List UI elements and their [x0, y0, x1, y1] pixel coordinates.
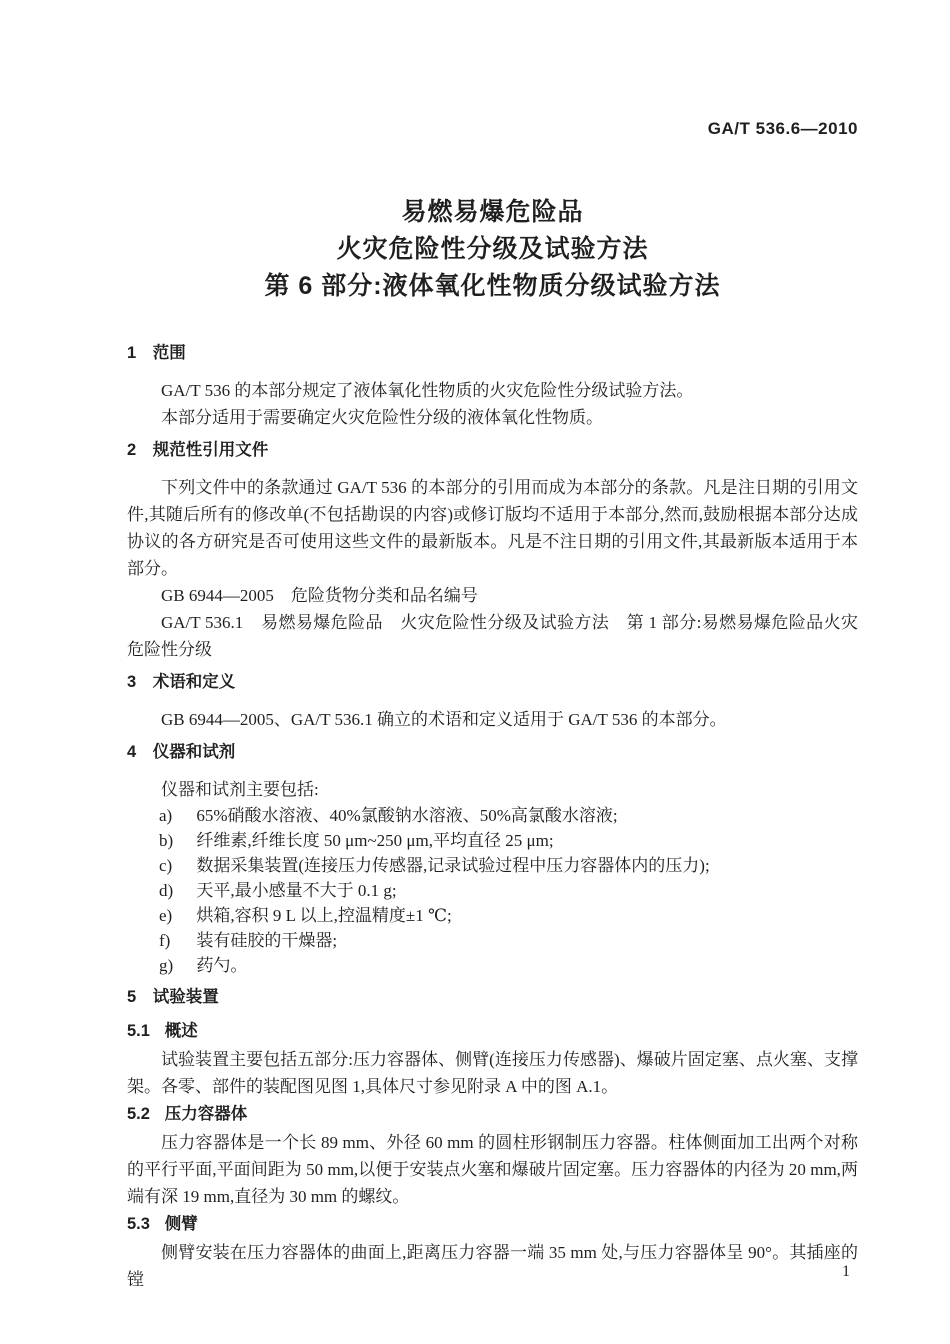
- paragraph-scope-2: 本部分适用于需要确定火灾危险性分级的液体氧化性物质。: [161, 408, 603, 427]
- section-5-3-number: 5.3: [127, 1215, 150, 1233]
- section-5-1-heading: [127, 1021, 858, 1042]
- standard-code: GA/T 536.6—2010: [707, 119, 858, 138]
- list-item-label: b): [159, 831, 174, 850]
- section-2-normative-references: [127, 439, 858, 663]
- document-title: [127, 194, 858, 305]
- section-4-number: 4: [127, 743, 137, 761]
- list-item-label: d): [159, 881, 174, 900]
- reference-entry-gat536-1: GA/T 536.1 易燃易爆危险品 火灾危险性分级及试验方法 第 1 部分:易燃易爆危险品火灾危险性分级: [127, 613, 858, 659]
- page-number: 1: [842, 1263, 850, 1280]
- list-item-label: a): [159, 806, 173, 825]
- list-item-e: [159, 903, 858, 928]
- paragraph-overview: 试验装置主要包括五部分:压力容器体、侧臂(连接压力传感器)、爆破片固定塞、点火塞、支撑架。各零、部件的装配图见图 1,具体尺寸参见附录 A 中的图 A.1。: [127, 1050, 858, 1096]
- paragraph-references-intro: 下列文件中的条款通过 GA/T 536 的本部分的引用而成为本部分的条款。凡是注日期的引用文件,其随后所有的修改单(不包括勘误的内容)或修订版均不适用于本部分,然而,鼓励根据本部分达成协议的各方研究是否可使用这些文件的最新版本。凡是不注日期的引用文件,其最新版本适用于本部分。: [127, 478, 858, 578]
- list-item-label: g): [159, 956, 174, 975]
- section-3-terms-definitions: [127, 671, 858, 733]
- paragraph-pressure-vessel: 压力容器体是一个长 89 mm、外径 60 mm 的圆柱形钢制压力容器。柱体侧面加工出两个对称的平行平面,平面间距为 50 mm,以便于安装点火塞和爆破片固定塞。压力容器体的内径为 20 mm,两端有深 19 mm,直径为 30 mm 的螺纹。: [127, 1133, 858, 1206]
- section-5-2-number: 5.2: [127, 1105, 150, 1123]
- list-item-label: f): [159, 931, 171, 950]
- section-2-title: 规范性引用文件: [152, 441, 269, 459]
- paragraph-side-arm: 侧臂安装在压力容器体的曲面上,距离压力容器一端 35 mm 处,与压力容器体呈 90°。其插座的镗: [127, 1243, 858, 1289]
- section-2-number: 2: [127, 441, 137, 459]
- list-item-text: 装有硅胶的干燥器;: [196, 931, 338, 950]
- instruments-list: [159, 803, 858, 978]
- list-item-label: c): [159, 856, 173, 875]
- list-item-text: 天平,最小感量不大于 0.1 g;: [196, 881, 397, 900]
- list-item-f: [159, 928, 858, 953]
- section-4-title: 仪器和试剂: [152, 743, 236, 761]
- section-5-3-title: 侧臂: [164, 1215, 198, 1233]
- section-1-scope: [127, 342, 858, 431]
- section-1-number: 1: [127, 344, 137, 362]
- section-5-2-heading: [127, 1104, 858, 1125]
- list-item-c: [159, 853, 858, 878]
- paragraph-terms: GB 6944—2005、GA/T 536.1 确立的术语和定义适用于 GA/T 536 的本部分。: [161, 710, 727, 729]
- list-item-a: [159, 803, 858, 828]
- list-item-d: [159, 878, 858, 903]
- section-5-1-number: 5.1: [127, 1022, 150, 1040]
- list-item-text: 药勺。: [196, 956, 248, 975]
- section-5-test-apparatus: [127, 986, 858, 1293]
- section-5-2-title: 压力容器体: [164, 1105, 248, 1123]
- paragraph-instruments-intro: 仪器和试剂主要包括:: [161, 780, 319, 799]
- title-line-1: 易燃易爆危险品: [401, 198, 584, 226]
- list-item-b: [159, 828, 858, 853]
- section-5-3-heading: [127, 1214, 858, 1235]
- list-item-text: 烘箱,容积 9 L 以上,控温精度±1 ℃;: [196, 906, 452, 925]
- section-5-heading: [127, 986, 858, 1009]
- paragraph-scope-1: GA/T 536 的本部分规定了液体氧化性物质的火灾危险性分级试验方法。: [161, 381, 694, 400]
- section-5-number: 5: [127, 988, 137, 1006]
- list-item-text: 数据采集装置(连接压力传感器,记录试验过程中压力容器体内的压力);: [196, 856, 710, 875]
- list-item-label: e): [159, 906, 173, 925]
- list-item-text: 纤维素,纤维长度 50 μm~250 μm,平均直径 25 μm;: [196, 831, 554, 850]
- section-2-heading: [127, 439, 858, 462]
- section-1-heading: [127, 342, 858, 365]
- title-line-3: 第 6 部分:液体氧化性物质分级试验方法: [264, 272, 721, 300]
- section-4-heading: [127, 741, 858, 764]
- section-3-title: 术语和定义: [152, 673, 236, 691]
- section-3-heading: [127, 671, 858, 694]
- section-3-number: 3: [127, 673, 137, 691]
- title-line-2: 火灾危险性分级及试验方法: [336, 235, 649, 263]
- section-4-instruments-reagents: [127, 741, 858, 978]
- reference-entry-gb6944: GB 6944—2005 危险货物分类和品名编号: [161, 586, 478, 605]
- section-5-1-title: 概述: [164, 1022, 198, 1040]
- list-item-text: 65%硝酸水溶液、40%氯酸钠水溶液、50%高氯酸水溶液;: [196, 806, 618, 825]
- section-1-title: 范围: [152, 344, 186, 362]
- list-item-g: [159, 953, 858, 978]
- section-5-title: 试验装置: [152, 988, 219, 1006]
